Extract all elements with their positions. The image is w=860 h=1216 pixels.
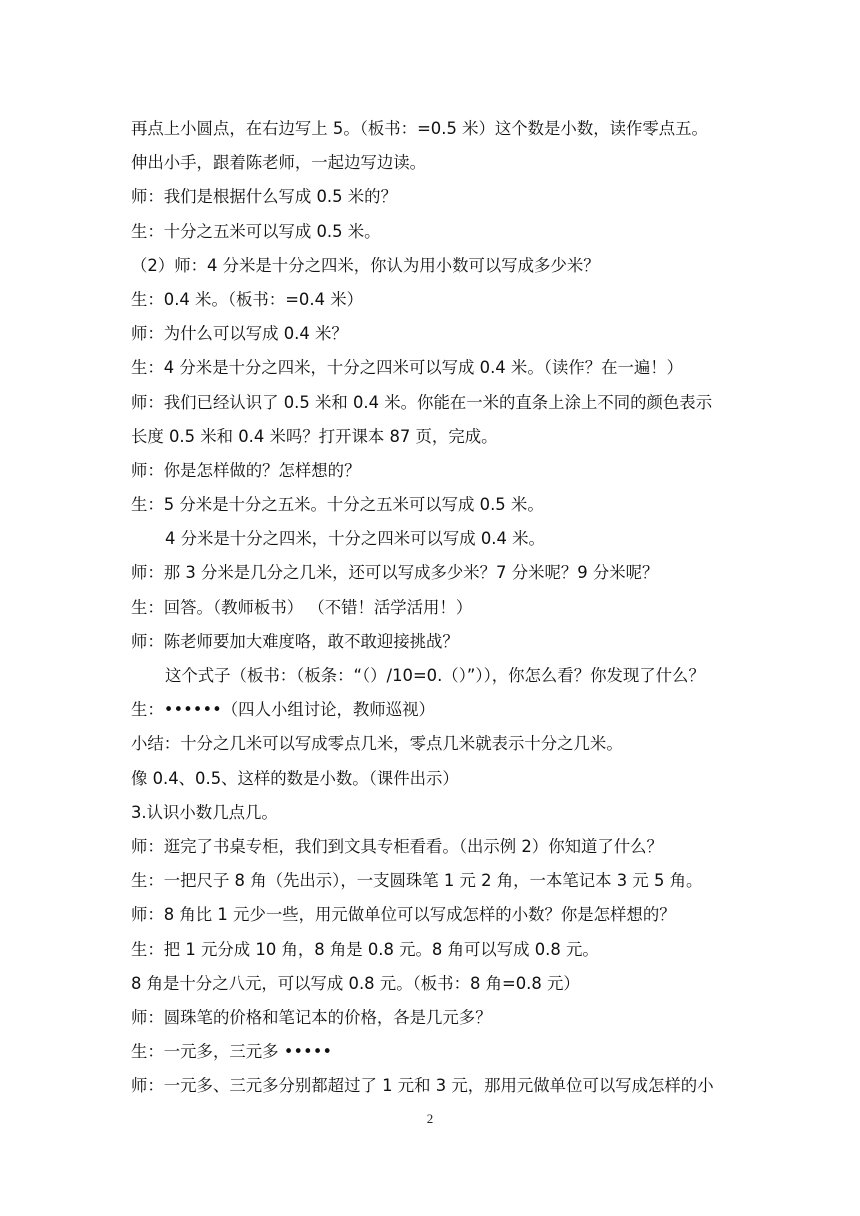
text-line: 3.认识小数几点几。 <box>131 802 278 822</box>
text-line: 师：一元多、三元多分别都超过了 1 元和 3 元，那用元做单位可以写成怎样的小 <box>131 1076 714 1096</box>
text-line: 生：把 1 元分成 10 角，8 角是 0.8 元。8 角可以写成 0.8 元。 <box>131 939 599 959</box>
text-line: 8 角是十分之八元，可以写成 0.8 元。（板书：8 角=0.8 元） <box>131 973 580 993</box>
text-line: 师：为什么可以写成 0.4 米？ <box>131 324 348 344</box>
text-line: 师：我们是根据什么写成 0.5 米的？ <box>131 187 397 207</box>
text-line: 师：你是怎样做的？怎样想的？ <box>131 460 361 480</box>
text-line: 生：十分之五米可以写成 0.5 米。 <box>131 221 381 241</box>
lesson-text <box>131 112 741 1103</box>
text-line: 长度 0.5 米和 0.4 米吗？打开课本 87 页，完成。 <box>131 426 498 446</box>
text-line: 像 0.4、0.5、这样的数是小数。（课件出示） <box>131 768 459 788</box>
text-line: 师：我们已经认识了 0.5 米和 0.4 米。你能在一米的直条上涂上不同的颜色表示 <box>131 392 713 412</box>
text-line: 伸出小手，跟着陈老师，一起边写边读。 <box>131 153 427 173</box>
page-number: 2 <box>426 1111 434 1126</box>
text-line: 再点上小圆点，在右边写上 5。（板书：=0.5 米）这个数是小数，读作零点五。 <box>131 119 708 138</box>
text-line: 生：0.4 米。（板书：=0.4 米） <box>131 289 363 309</box>
text-line: 生：4 分米是十分之四米，十分之四米可以写成 0.4 米。（读作？在一遍！） <box>131 358 684 378</box>
text-line: 这个式子（板书：（板条：“（）/10=0.（）”）），你怎么看？你发现了什么？ <box>165 666 705 685</box>
text-line: 生：一把尺子 8 角（先出示），一支圆珠笔 1 元 2 角，一本笔记本 3 元 5 角。 <box>131 871 703 891</box>
text-line: 师：逛完了书桌专柜，我们到文具专柜看看。（出示例 2）你知道了什么？ <box>131 836 663 856</box>
text-line: 师：陈老师要加大难度咯，敢不敢迎接挑战？ <box>131 631 459 651</box>
text-line: 师：8 角比 1 元少一些，用元做单位可以写成怎样的小数？你是怎样想的？ <box>131 905 676 925</box>
text-line: （2）师：4 分米是十分之四米，你认为用小数可以写成多少米？ <box>131 255 600 275</box>
text-line: 4 分米是十分之四米，十分之四米可以写成 0.4 米。 <box>165 529 545 549</box>
text-line: 师：那 3 分米是几分之几米，还可以写成多少米？7 分米呢？9 分米呢？ <box>131 563 659 583</box>
text-line: 生：5 分米是十分之五米。十分之五米可以写成 0.5 米。 <box>131 495 544 515</box>
text-line: 生：一元多，三元多 ••••• <box>131 1042 333 1062</box>
text-line: 生：回答。（教师板书） （不错！活学活用！） <box>131 597 473 617</box>
text-line: 师：圆珠笔的价格和笔记本的价格，各是几元多？ <box>131 1007 492 1027</box>
text-line: 小结：十分之几米可以写成零点几米，零点几米就表示十分之几米。 <box>131 734 623 754</box>
text-line: 生：••••••（四人小组讨论，教师巡视） <box>131 700 435 720</box>
